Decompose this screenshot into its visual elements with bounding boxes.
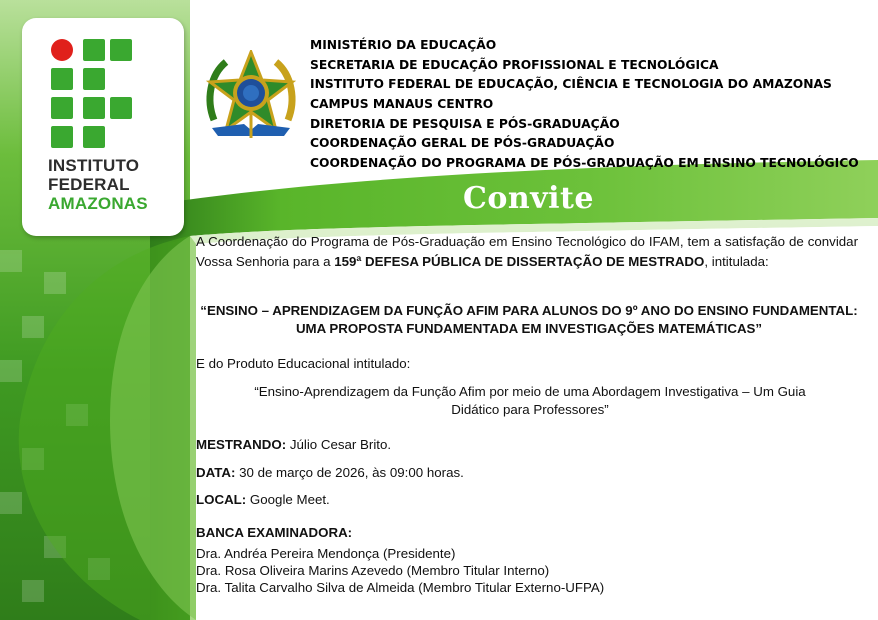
institution-header (310, 36, 859, 174)
header-line: MINISTÉRIO DA EDUCAÇÃO (310, 38, 497, 52)
mestrando-row (196, 437, 391, 452)
local-label: LOCAL: (196, 492, 247, 507)
logo-text-instituto: INSTITUTO (48, 156, 140, 175)
mestrando-value: Júlio Cesar Brito. (286, 437, 392, 452)
header-line: SECRETARIA DE EDUCAÇÃO PROFISSIONAL E TECNOLÓGICA (310, 57, 719, 72)
header-line: INSTITUTO FEDERAL DE EDUCAÇÃO, CIÊNCIA E TECNOLOGIA DO AMAZONAS (310, 77, 832, 92)
intro-text-before: A Coordenação do Programa de Pós-Graduação em Ensino Tecnológico do IFAM, tem a satisfação de convidar Vossa Senhoria para a (196, 234, 858, 269)
header-line: CAMPUS MANAUS CENTRO (310, 97, 494, 112)
intro-text-after: , intitulada: (704, 254, 769, 269)
mestrando-label: MESTRANDO: (196, 437, 287, 452)
product-label: E do Produto Educacional intitulado: (196, 356, 411, 371)
local-value: Google Meet. (246, 492, 330, 507)
header-line: COORDENAÇÃO DO PROGRAMA DE PÓS-GRADUAÇÃO EM ENSINO TECNOLÓGICO (310, 156, 859, 171)
logo-text-amazonas: AMAZONAS (48, 194, 148, 213)
header-line: COORDENAÇÃO GERAL DE PÓS-GRADUAÇÃO (310, 136, 615, 151)
banca-title: BANCA EXAMINADORA: (196, 525, 353, 540)
if-logo-icon (50, 38, 140, 150)
banca-member: Dra. Talita Carvalho Silva de Almeida (Membro Titular Externo-UFPA) (196, 580, 605, 595)
banca-member: Dra. Rosa Oliveira Marins Azevedo (Membro Titular Interno) (196, 563, 550, 578)
logo-text-federal: FEDERAL (48, 175, 130, 194)
brazil-coat-of-arms-icon (204, 50, 298, 142)
header-line: DIRETORIA DE PESQUISA E PÓS-GRADUAÇÃO (310, 116, 620, 131)
banca-member: Dra. Andréa Pereira Mendonça (Presidente) (196, 546, 456, 561)
data-value: 30 de março de 2026, às 09:00 horas. (235, 465, 464, 480)
thesis-title: “ENSINO – APRENDIZAGEM DA FUNÇÃO AFIM PARA ALUNOS DO 9º ANO DO ENSINO FUNDAMENTAL: UMA PROPOSTA FUNDAMENTADA EM INVESTIGAÇÕES MATEMÁTICAS” (200, 303, 858, 336)
data-row (196, 465, 464, 480)
intro-paragraph (196, 232, 858, 272)
defense-highlight: 159ª DEFESA PÚBLICA DE DISSERTAÇÃO DE MESTRADO (334, 254, 705, 269)
local-row (196, 492, 330, 507)
data-label: DATA: (196, 465, 236, 480)
product-title: “Ensino-Aprendizagem da Função Afim por meio de uma Abordagem Investigativa – Um Guia Didático para Professores” (254, 384, 806, 417)
page-title: Convite (463, 181, 594, 216)
